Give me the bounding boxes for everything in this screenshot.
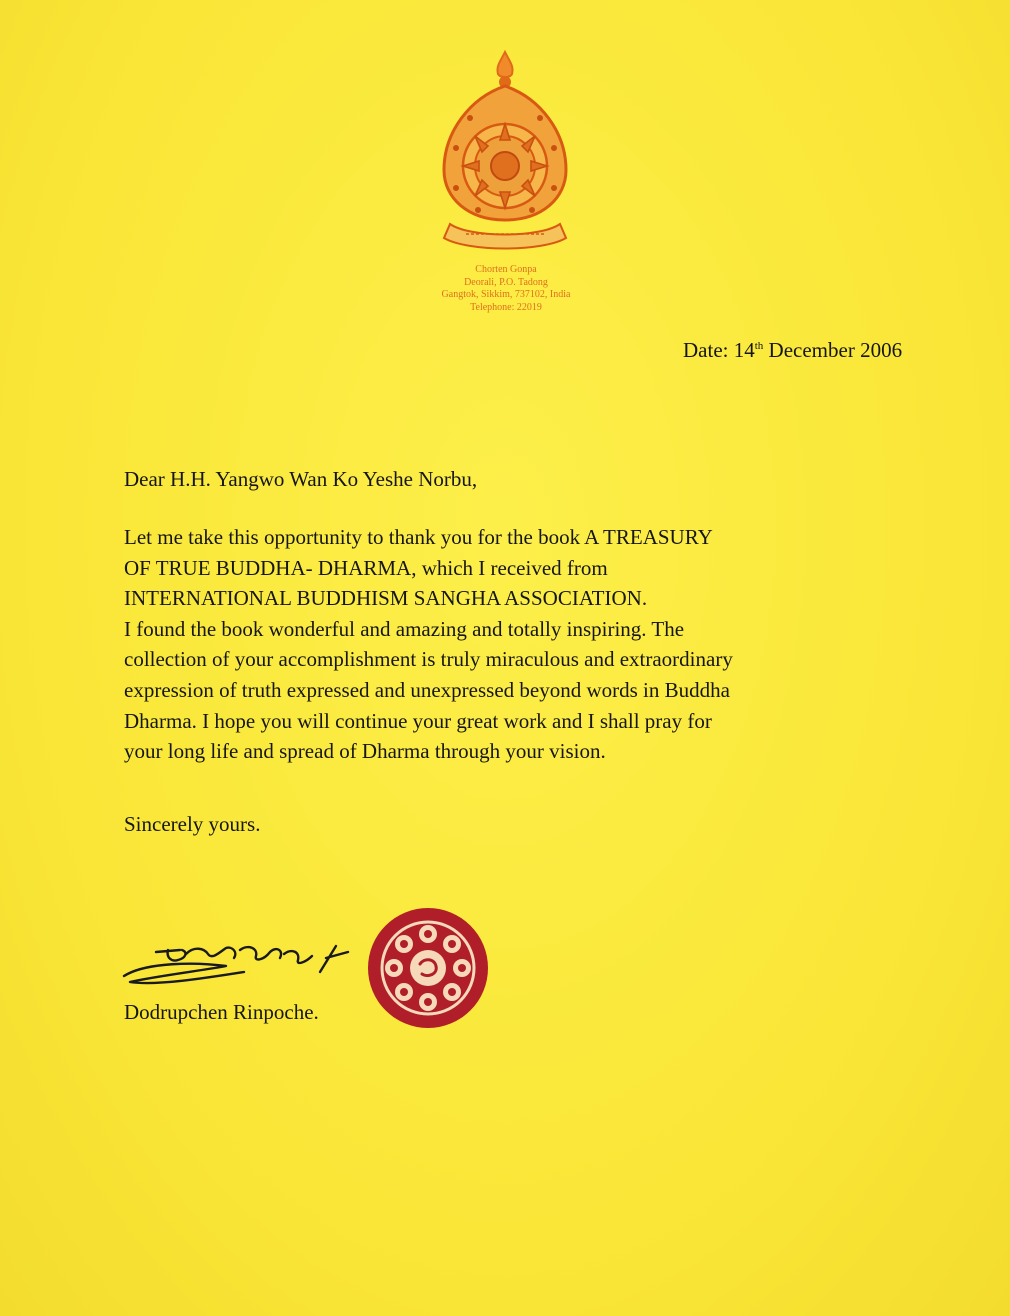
body-line: Dharma. I hope you will continue your great work and I shall pray for (124, 708, 712, 733)
signer-name: Dodrupchen Rinpoche. (124, 1000, 319, 1024)
red-seal-stamp-icon (364, 904, 492, 1032)
address-line: Chorten Gonpa (475, 264, 537, 275)
letter-date (683, 338, 902, 363)
body-line: your long life and spread of Dharma through your vision. (124, 739, 606, 764)
letterhead-address (380, 264, 632, 314)
salutation: Dear H.H. Yangwo Wan Ko Yeshe Norbu, (124, 467, 478, 491)
date-rest: December 2006 (763, 338, 903, 362)
handwritten-signature-icon (116, 932, 376, 992)
body-line: expression of truth expressed and unexpressed beyond words in Buddha (124, 677, 730, 702)
address-line: Gangtok, Sikkim, 737102, India (441, 289, 571, 300)
body-line: Let me take this opportunity to thank you for the book A TREASURY (124, 525, 713, 549)
letter-body (124, 522, 924, 767)
date-ordinal: th (754, 340, 764, 352)
body-line: collection of your accomplishment is truly miraculous and extraordinary (124, 647, 733, 672)
address-line: Telephone: 22019 (470, 301, 542, 313)
body-line: INTERNATIONAL BUDDHISM SANGHA ASSOCIATION. (124, 586, 648, 611)
closing: Sincerely yours. (124, 812, 261, 836)
address-line: Deorali, P.O. Tadong (464, 276, 548, 288)
body-line: OF TRUE BUDDHA- DHARMA, which I received from (124, 555, 608, 580)
monastery-emblem-icon (430, 48, 580, 258)
body-line: I found the book wonderful and amazing and totally inspiring. The (124, 616, 685, 641)
date-prefix: Date: 14 (683, 338, 755, 362)
